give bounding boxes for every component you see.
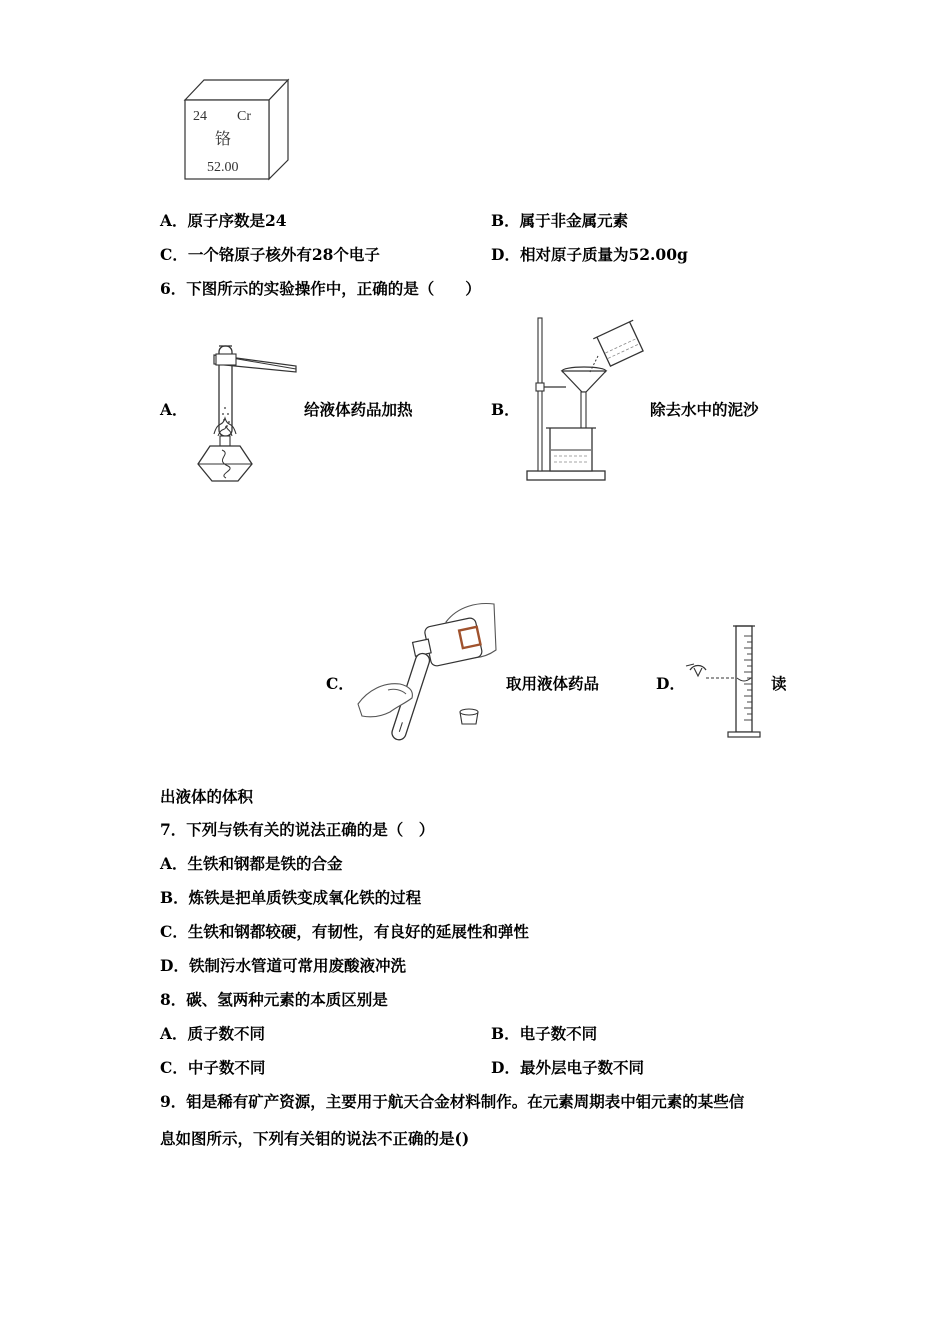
q5-option-b: B．属于非金属元素 <box>491 211 629 230</box>
q6-stem: 6．下图所示的实验操作中，正确的是（ ） <box>160 279 481 298</box>
q7-option-a: A．生铁和钢都是铁的合金 <box>160 854 343 873</box>
q8-stem: 8．碳、氢两种元素的本质区别是 <box>160 990 388 1009</box>
q7-stem: 7．下列与铁有关的说法正确的是（ ） <box>160 820 435 839</box>
q7-option-b: B．炼铁是把单质铁变成氧化铁的过程 <box>160 888 422 907</box>
q6-option-c-text: 取用液体药品 <box>506 674 600 693</box>
q9-stem-line-1: 9．钼是稀有矿产资源，主要用于航天合金材料制作。在元素周期表中钼元素的某些信 <box>160 1092 745 1111</box>
q5-option-c: C．一个铬原子核外有28个电子 <box>160 245 380 264</box>
filtration-apparatus-illustration <box>524 316 646 486</box>
heating-test-tube-illustration <box>192 342 304 484</box>
q6-option-c-letter: C． <box>326 674 354 693</box>
q8-option-b: B．电子数不同 <box>491 1024 598 1043</box>
q9-stem-line-2: 息如图所示，下列有关钼的说法不正确的是() <box>160 1129 470 1148</box>
element-card-figure <box>182 78 292 182</box>
element-number: 24 <box>193 109 207 124</box>
q8-option-d: D．最外层电子数不同 <box>491 1058 644 1077</box>
q6-option-a-text: 给液体药品加热 <box>304 400 413 419</box>
q6-option-d-text-1: 读 <box>771 674 787 693</box>
q6-option-d-letter: D． <box>656 674 685 693</box>
q8-option-a: A．质子数不同 <box>160 1024 266 1043</box>
element-name: 铬 <box>215 131 232 148</box>
q8-option-c: C．中子数不同 <box>160 1058 266 1077</box>
q7-option-c: C．生铁和钢都较硬，有韧性，有良好的延展性和弹性 <box>160 922 529 941</box>
element-symbol: Cr <box>237 109 251 124</box>
q5-option-d: D．相对原子质量为52.00g <box>491 245 688 264</box>
element-mass: 52.00 <box>207 160 239 175</box>
pouring-liquid-illustration <box>354 600 500 742</box>
q5-option-a: A．原子序数是24 <box>160 211 287 230</box>
q7-option-d: D．铁制污水管道可常用废酸液冲洗 <box>160 956 406 975</box>
q6-option-d-text-2: 出液体的体积 <box>160 787 254 806</box>
q6-option-b-letter: B． <box>491 400 520 419</box>
graduated-cylinder-illustration <box>684 620 770 742</box>
q6-option-b-text: 除去水中的泥沙 <box>650 400 759 419</box>
q6-option-a-letter: A． <box>160 400 188 419</box>
